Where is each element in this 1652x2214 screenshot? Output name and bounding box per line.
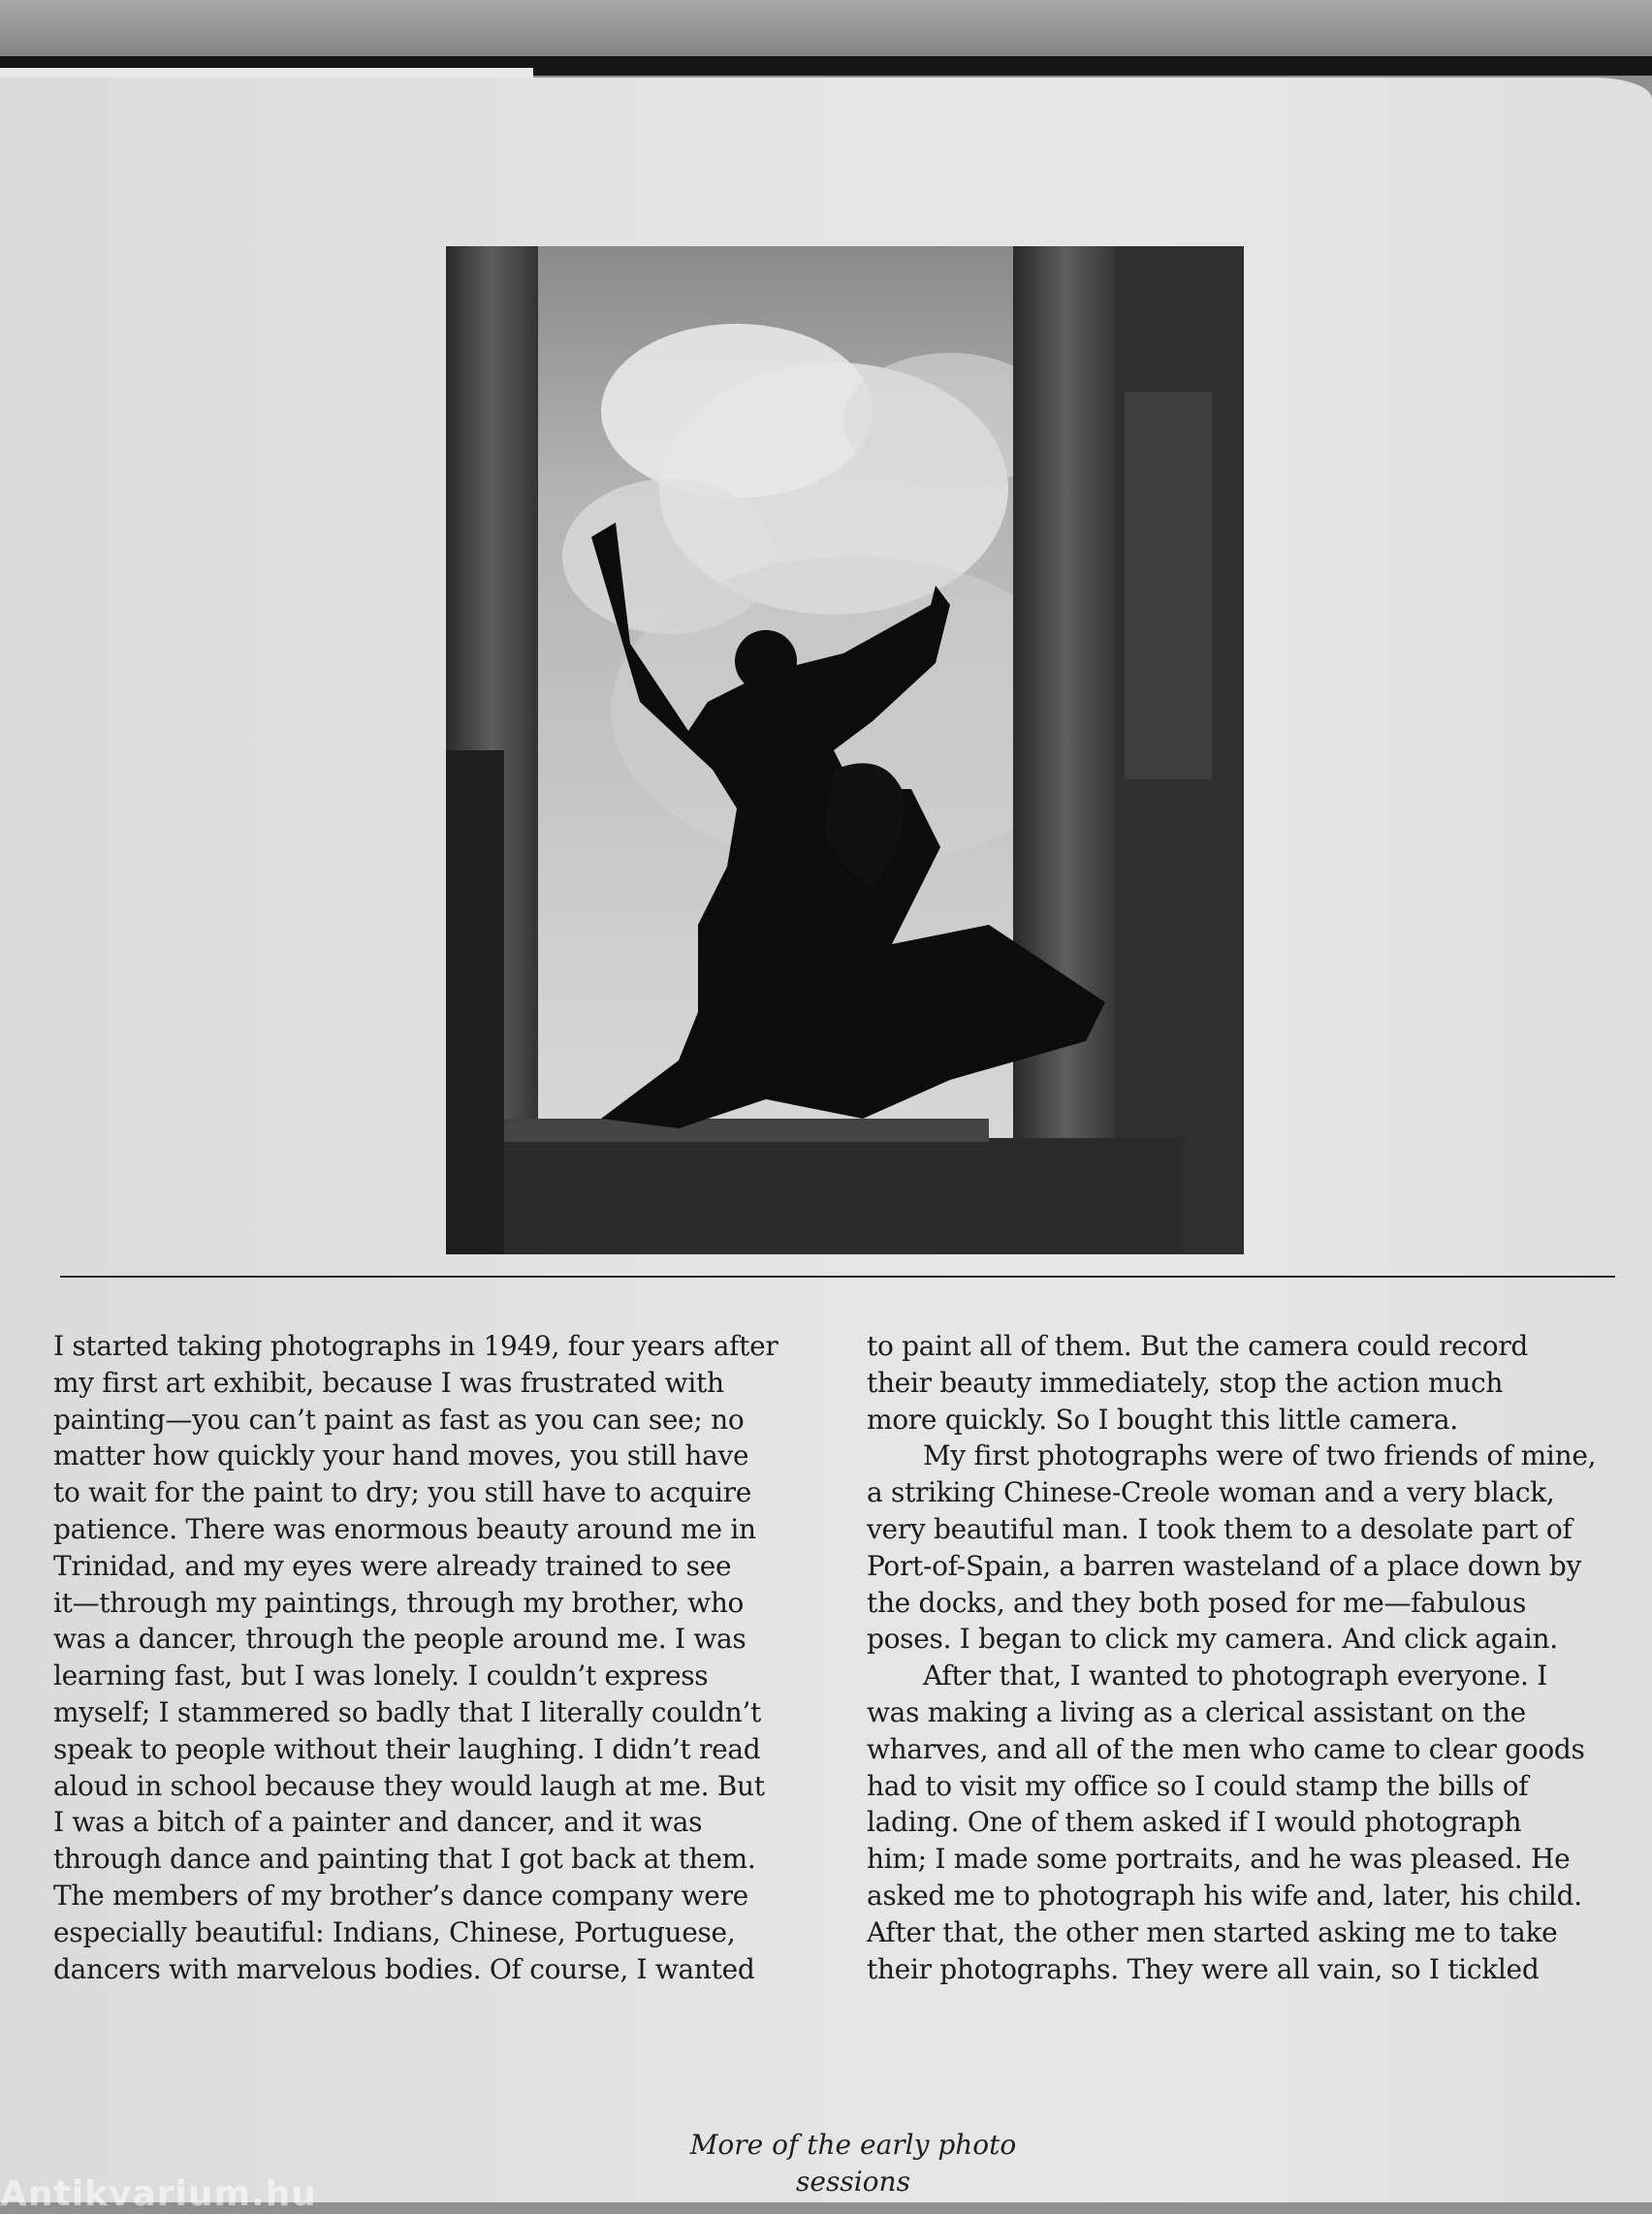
body-line: I was a bitch of a painter and dancer, and it was: [53, 1806, 703, 1839]
dancers-photograph-icon: [446, 246, 1244, 1254]
body-line: through dance and painting that I got back at them.: [53, 1843, 756, 1876]
body-line: dancers with marvelous bodies. Of course, I wanted: [53, 1952, 755, 1985]
right-text-column: [867, 1328, 1633, 1987]
body-line: especially beautiful: Indians, Chinese, Portuguese,: [53, 1915, 736, 1948]
body-line: myself; I stammered so badly that I literally couldn’t: [53, 1695, 761, 1728]
body-line: I started taking photographs in 1949, four years after: [53, 1330, 778, 1362]
body-line: a striking Chinese-Creole woman and a very black,: [867, 1476, 1555, 1509]
body-line: their photographs. They were all vain, so I tickled: [867, 1952, 1540, 1985]
body-line: to paint all of them. But the camera could record: [867, 1330, 1529, 1362]
body-line: him; I made some portraits, and he was pleased. He: [867, 1843, 1571, 1876]
body-line: was a dancer, through the people around me. I was: [53, 1623, 747, 1656]
body-line: their beauty immediately, stop the action much: [867, 1366, 1504, 1399]
body-line: poses. I began to click my camera. And click again.: [867, 1623, 1558, 1656]
body-line: asked me to photograph his wife and, later, his child.: [867, 1879, 1582, 1912]
body-line: Port-of-Spain, a barren wasteland of a place down by: [867, 1549, 1582, 1582]
body-line: lading. One of them asked if I would photograph: [867, 1806, 1522, 1839]
body-line: had to visit my office so I could stamp the bills of: [867, 1769, 1529, 1802]
body-line: more quickly. So I bought this little camera.: [867, 1403, 1458, 1436]
body-line: Trinidad, and my eyes were already trained to see: [53, 1549, 732, 1582]
watermark: Antikvarium.hu: [0, 2174, 317, 2214]
body-line: wharves, and all of the men who came to clear goods: [867, 1732, 1585, 1765]
body-line: learning fast, but I was lonely. I couldn’t express: [53, 1660, 709, 1692]
body-line: my first art exhibit, because I was frustrated with: [53, 1366, 724, 1399]
caption-line: More of the early photo: [689, 2129, 1017, 2161]
horizontal-rule: [60, 1276, 1615, 1278]
body-line: speak to people without their laughing. I didn’t read: [53, 1732, 761, 1765]
paragraph-start-line: My first photographs were of two friends of mine,: [923, 1439, 1597, 1472]
body-line: very beautiful man. I took them to a desolate part of: [867, 1512, 1573, 1545]
photo-caption: [601, 2127, 1105, 2200]
dancers-photograph: [446, 246, 1244, 1254]
body-line: matter how quickly your hand moves, you still have: [53, 1439, 749, 1472]
body-line: patience. There was enormous beauty around me in: [53, 1512, 756, 1545]
body-line: it—through my paintings, through my brother, who: [53, 1586, 745, 1619]
body-line: The members of my brother’s dance company were: [53, 1879, 748, 1912]
body-line: the docks, and they both posed for me—fabulous: [867, 1586, 1527, 1619]
body-line: After that, the other men started asking me to take: [867, 1915, 1558, 1948]
body-line: to wait for the paint to dry; you still have to acquire: [53, 1476, 752, 1509]
body-line: was making a living as a clerical assistant on the: [867, 1695, 1526, 1728]
paragraph-start-line: After that, I wanted to photograph everyone. I: [923, 1660, 1548, 1692]
left-text-column: [53, 1328, 829, 1987]
book-page: [0, 78, 1652, 2202]
caption-line: sessions: [796, 2166, 910, 2198]
body-line: painting—you can’t paint as fast as you can see; no: [53, 1403, 745, 1436]
body-line: aloud in school because they would laugh at me. But: [53, 1769, 765, 1802]
